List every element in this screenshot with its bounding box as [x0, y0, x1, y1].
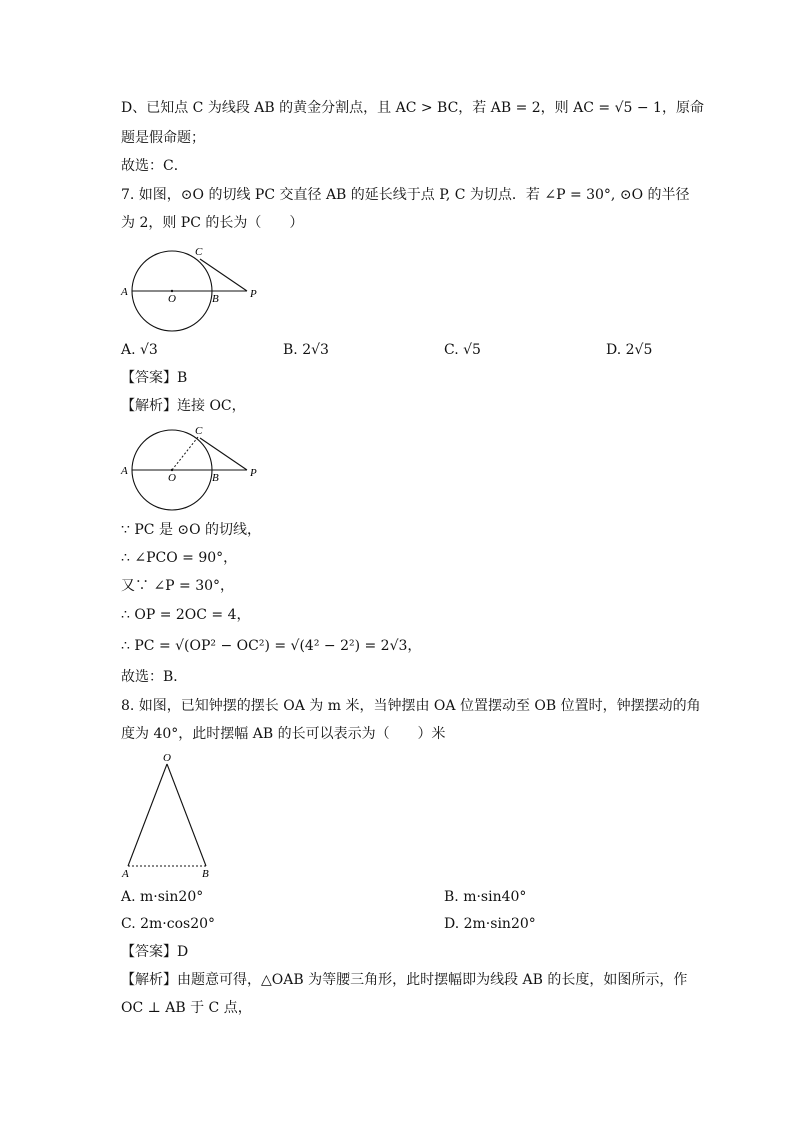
label-b: B — [212, 293, 219, 305]
q7-step-4: ∴ OP = 2OC = 4， — [121, 607, 251, 623]
label-b: B — [202, 868, 209, 880]
segment-oa — [128, 764, 167, 866]
q8-option-a: A. m·sin20° — [121, 889, 204, 905]
label-p: P — [250, 288, 257, 300]
label-a: A — [121, 465, 128, 477]
q8-answer: 【答案】D — [121, 944, 189, 960]
q7-choose: 故选：B． — [121, 669, 188, 685]
question-8-line-2: 度为 40°，此时摆幅 AB 的长可以表示为（ ）米 — [121, 726, 446, 742]
question-8-figure — [115, 750, 225, 880]
question-7-figure — [115, 240, 265, 335]
q8-analysis-line-2: OC ⊥ AB 于 C 点， — [121, 1000, 252, 1016]
q7-option-c: C. √5 — [444, 342, 481, 358]
q7-step-3: 又∵ ∠P = 30°， — [121, 578, 235, 594]
q8-analysis-line-1: 【解析】由题意可得，△OAB 为等腰三角形，此时摆幅即为线段 AB 的长度，如图所示，作 — [121, 972, 688, 988]
option-d-line-2: 题是假命题； — [121, 130, 205, 146]
label-b: B — [212, 472, 219, 484]
q7-option-a: A. √3 — [121, 342, 158, 358]
q7-analysis-heading: 【解析】连接 OC， — [121, 398, 246, 414]
label-c: C — [195, 425, 203, 437]
label-o: O — [168, 472, 176, 484]
q7-step-2: ∴ ∠PCO = 90°， — [121, 550, 238, 566]
tangent-line — [200, 438, 247, 470]
radius-oc-dashed — [172, 437, 198, 470]
question-7-line-2: 为 2，则 PC 的长为（ ） — [121, 215, 304, 231]
q7-step-1: ∵ PC 是 ⊙O 的切线， — [121, 522, 262, 538]
segment-ob — [167, 764, 206, 866]
q7-step-5: ∴ PC = √(OP² − OC²) = √(4² − 2²) = 2√3， — [121, 638, 422, 654]
q8-option-c: C. 2m·cos20° — [121, 916, 216, 932]
center-point — [171, 290, 173, 292]
label-a: A — [121, 286, 128, 298]
label-p: P — [250, 467, 257, 479]
center-point — [171, 469, 173, 471]
q7-option-d: D. 2√5 — [606, 342, 653, 358]
question-8-line-1: 8. 如图，已知钟摆的摆长 OA 为 m 米，当钟摆由 OA 位置摆动至 OB 位置时，钟摆摆动的角 — [121, 698, 701, 714]
label-a: A — [122, 868, 129, 880]
q7-analysis-figure — [115, 421, 265, 516]
label-o: O — [168, 293, 176, 305]
question-7-line-1: 7. 如图，⊙O 的切线 PC 交直径 AB 的延长线于点 P, C 为切点．若 ∠P = 30°, ⊙O 的半径 — [121, 187, 690, 203]
label-c: C — [195, 246, 203, 258]
option-d-line-1: D、已知点 C 为线段 AB 的黄金分割点，且 AC > BC，若 AB = 2，则 AC = √5 − 1，原命 — [121, 100, 704, 116]
previous-answer: 故选：C． — [121, 158, 188, 174]
label-o: O — [163, 752, 171, 764]
tangent-line — [200, 259, 247, 291]
q8-option-b: B. m·sin40° — [444, 889, 527, 905]
q8-option-d: D. 2m·sin20° — [444, 916, 536, 932]
q7-answer: 【答案】B — [121, 370, 188, 386]
q7-option-b: B. 2√3 — [283, 342, 329, 358]
